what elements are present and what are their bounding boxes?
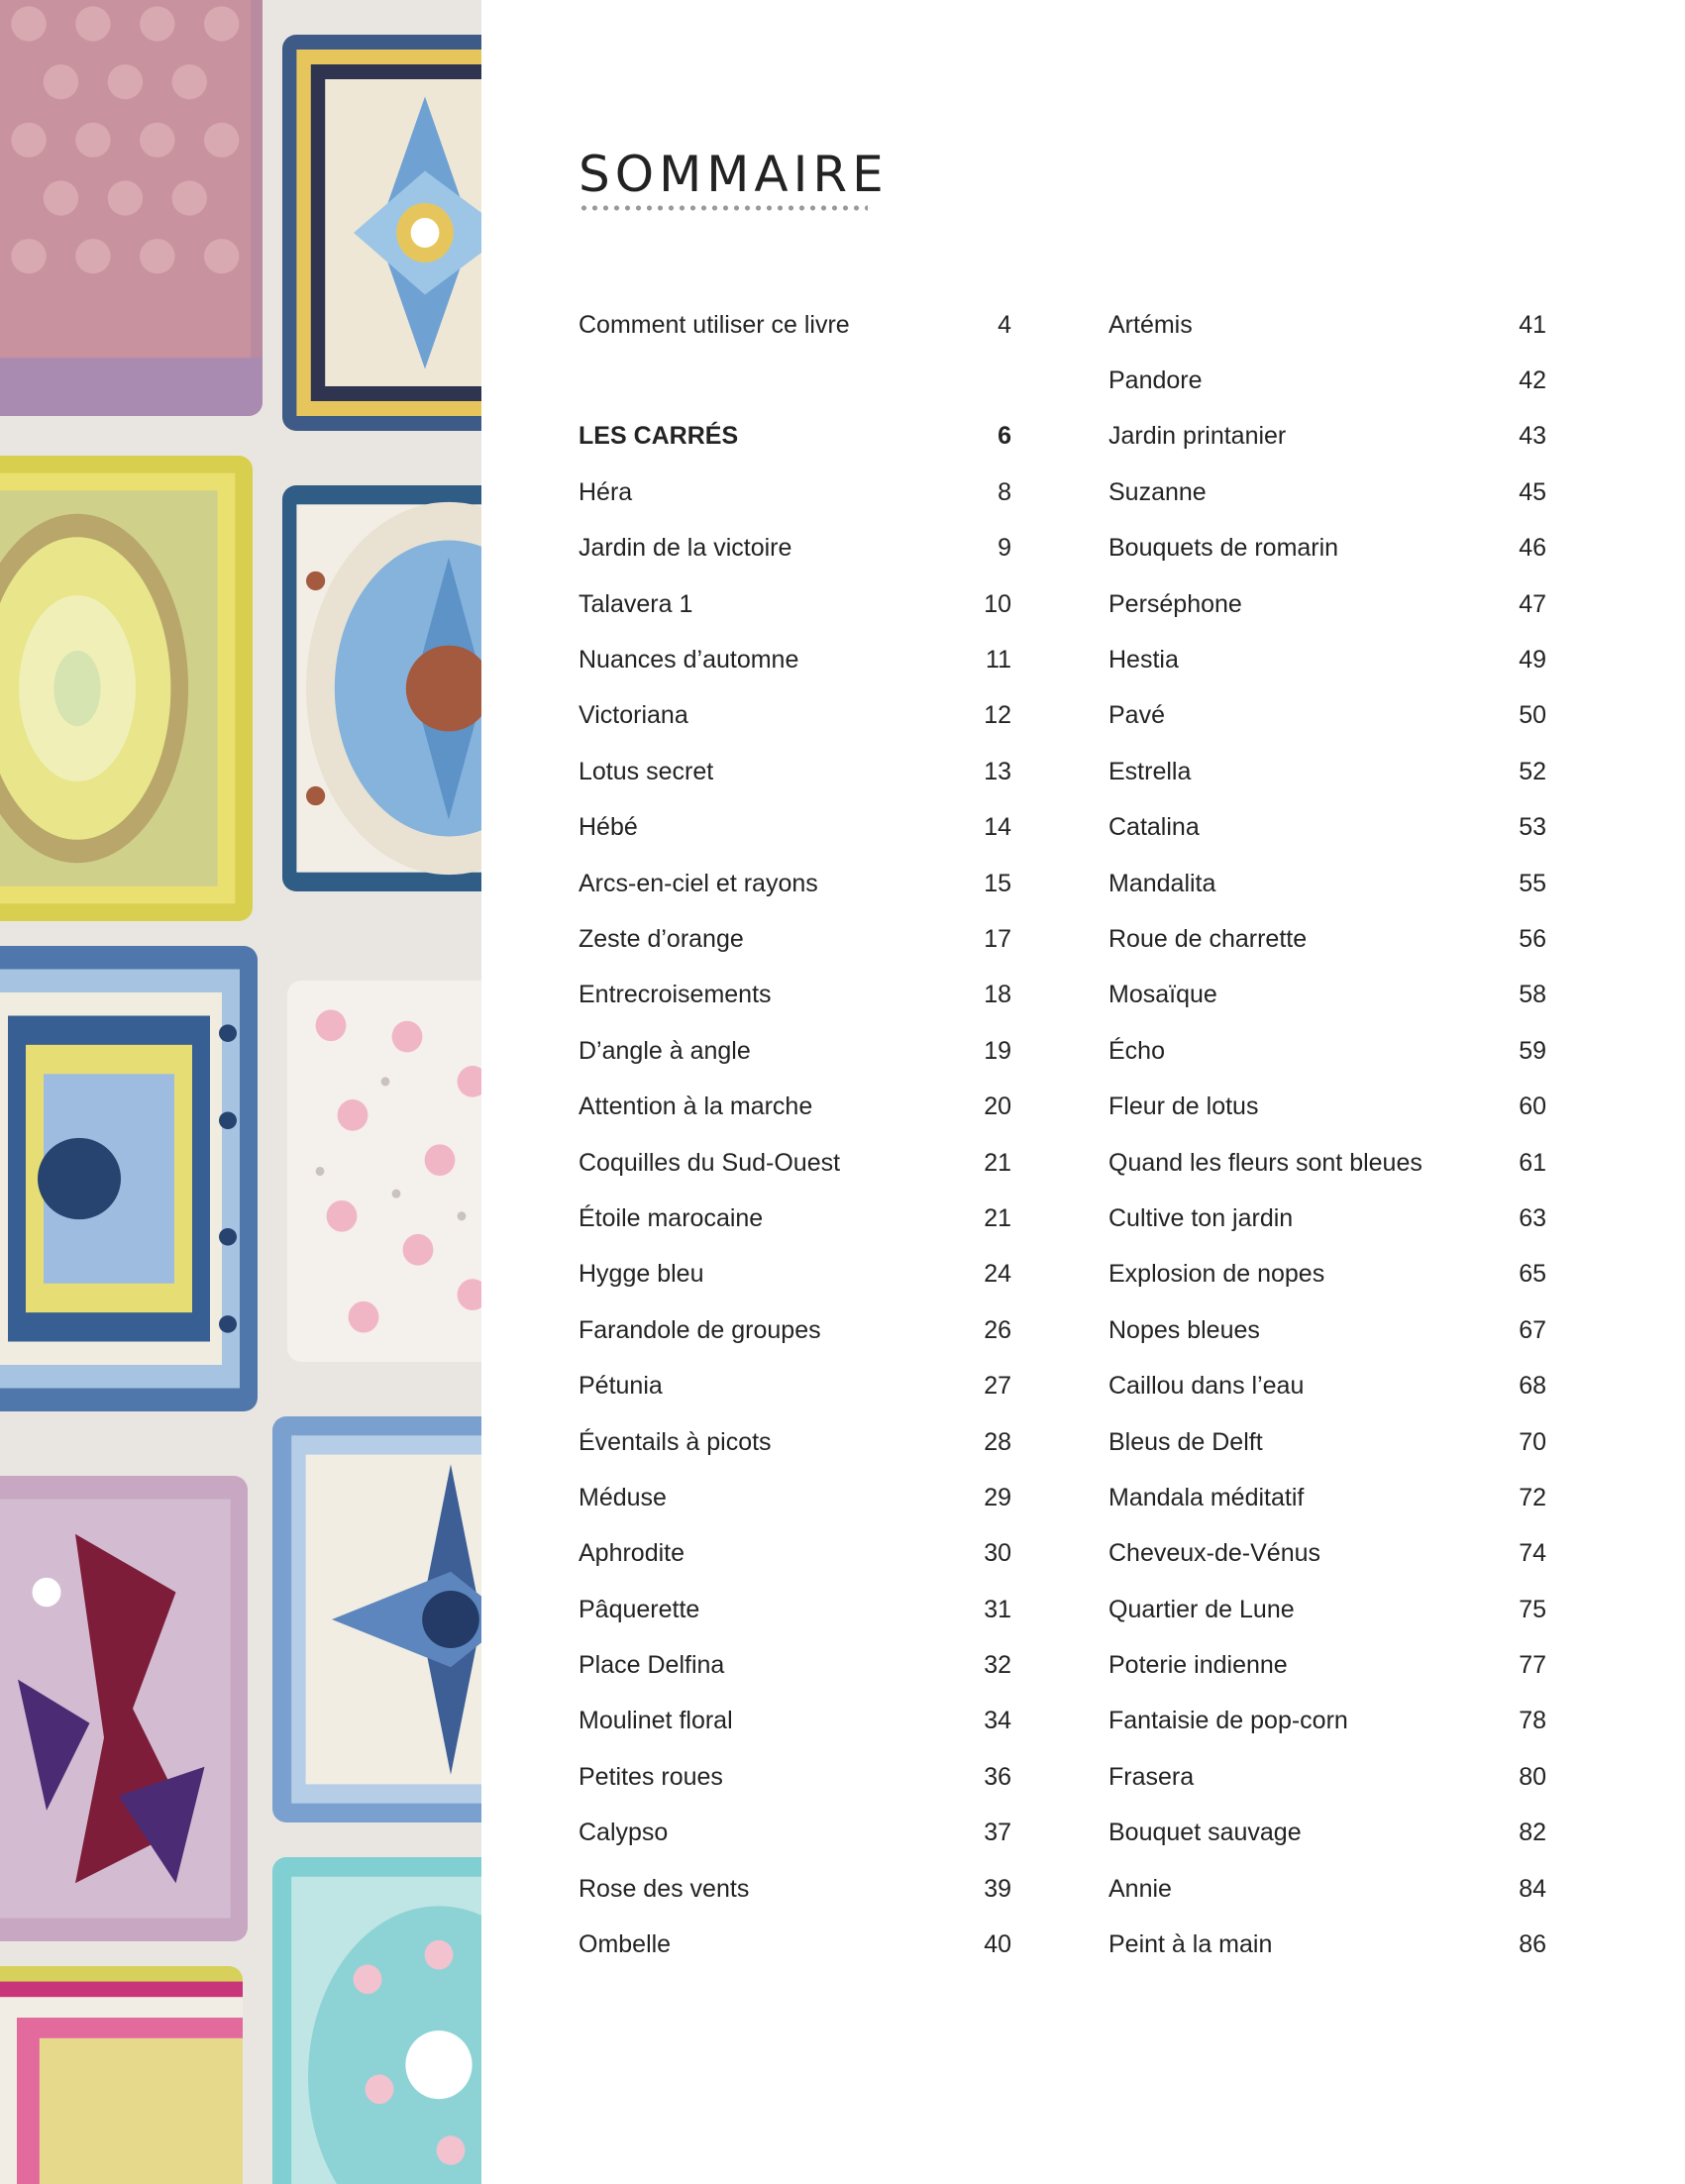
toc-entry[interactable] <box>579 1749 1011 1805</box>
toc-entry-label: Petites roues <box>579 1762 723 1791</box>
toc-entry[interactable] <box>1108 1302 1546 1358</box>
toc-entry[interactable] <box>579 856 1011 911</box>
toc-left-column <box>579 297 1011 1973</box>
toc-entry-label: Hébé <box>579 813 638 842</box>
toc-entry-page: 61 <box>1519 1148 1546 1177</box>
toc-entry-page: 46 <box>1519 534 1546 563</box>
pink-yellow-square <box>0 1966 243 2184</box>
toc-entry-label: Bleus de Delft <box>1108 1427 1263 1456</box>
toc-entry[interactable] <box>1108 632 1546 687</box>
toc-entry-label: Perséphone <box>1108 589 1242 618</box>
toc-entry[interactable] <box>1108 968 1546 1023</box>
toc-entry[interactable] <box>579 1247 1011 1302</box>
toc-entry-label: Cheveux-de-Vénus <box>1108 1539 1321 1568</box>
toc-entry[interactable] <box>1108 1023 1546 1079</box>
toc-entry-page: 15 <box>984 869 1011 897</box>
toc-entry-label: Roue de charrette <box>1108 924 1308 953</box>
toc-entry-label: Fantaisie de pop-corn <box>1108 1707 1348 1735</box>
toc-entry[interactable] <box>579 1470 1011 1525</box>
toc-entry-page: 4 <box>998 310 1011 339</box>
toc-entry[interactable] <box>1108 1135 1546 1191</box>
toc-entry-page: 41 <box>1519 310 1546 339</box>
toc-entry-label: Pâquerette <box>579 1595 700 1623</box>
toc-entry-label: Hygge bleu <box>579 1260 704 1289</box>
toc-entry-label: Talavera 1 <box>579 589 693 618</box>
toc-entry-page: 45 <box>1519 477 1546 506</box>
toc-entry[interactable] <box>1108 576 1546 632</box>
toc-entry-page: 36 <box>984 1762 1011 1791</box>
toc-entry[interactable] <box>1108 1247 1546 1302</box>
toc-entry-label: Éventails à picots <box>579 1427 772 1456</box>
toc-entry-page: 18 <box>984 981 1011 1009</box>
toc-entry-page: 24 <box>984 1260 1011 1289</box>
toc-entry-label: Fleur de lotus <box>1108 1092 1259 1121</box>
toc-entry-page: 77 <box>1519 1651 1546 1680</box>
title-dotted-underline <box>579 204 868 212</box>
toc-entry[interactable] <box>1108 911 1546 967</box>
toc-entry-page: 34 <box>984 1707 1011 1735</box>
toc-entry[interactable] <box>579 968 1011 1023</box>
toc-entry[interactable] <box>579 632 1011 687</box>
toc-entry[interactable] <box>1108 1917 1546 1972</box>
toc-entry-page: 86 <box>1519 1930 1546 1959</box>
toc-entry-label: Hestia <box>1108 646 1179 675</box>
toc-entry[interactable] <box>579 1358 1011 1413</box>
toc-entry[interactable] <box>579 297 1011 353</box>
toc-entry-label: Arcs-en-ciel et rayons <box>579 869 818 897</box>
blue-star-square <box>272 1416 481 1822</box>
toc-entry-page: 32 <box>984 1651 1011 1680</box>
toc-entry-label: Nopes bleues <box>1108 1315 1260 1344</box>
toc-entry-page: 82 <box>1519 1819 1546 1847</box>
toc-entry-label: Étoile marocaine <box>579 1203 764 1232</box>
toc-entry-label: Pavé <box>1108 701 1165 730</box>
toc-entry[interactable] <box>579 1861 1011 1917</box>
toc-entry[interactable] <box>579 1191 1011 1246</box>
toc-entry-page: 14 <box>984 813 1011 842</box>
toc-entry-page: 84 <box>1519 1874 1546 1903</box>
toc-entry-label: Aphrodite <box>579 1539 685 1568</box>
pink-bobble-square <box>0 0 263 416</box>
toc-entry-page: 39 <box>984 1874 1011 1903</box>
toc-entry-label: Victoriana <box>579 701 688 730</box>
toc-entry[interactable] <box>1108 688 1546 744</box>
toc-entry-page: 21 <box>984 1203 1011 1232</box>
toc-entry-page: 49 <box>1519 646 1546 675</box>
toc-entry[interactable] <box>579 1637 1011 1693</box>
toc-entry-label: D’angle à angle <box>579 1036 751 1065</box>
toc-entry-label: Rose des vents <box>579 1874 750 1903</box>
toc-entry[interactable] <box>579 1582 1011 1637</box>
toc-entry-label: Moulinet floral <box>579 1707 733 1735</box>
toc-entry-page: 52 <box>1519 757 1546 785</box>
toc-entry-label: Attention à la marche <box>579 1092 813 1121</box>
toc-entry[interactable] <box>1108 353 1546 408</box>
toc-entry[interactable] <box>1108 521 1546 576</box>
toc-entry-label: Jardin printanier <box>1108 422 1287 451</box>
toc-entry-page: 68 <box>1519 1372 1546 1401</box>
toc-entry-page: 12 <box>984 701 1011 730</box>
toc-entry-page: 26 <box>984 1315 1011 1344</box>
toc-entry-page: 80 <box>1519 1762 1546 1791</box>
toc-section-page: 6 <box>998 422 1011 451</box>
toc-entry-label: Bouquet sauvage <box>1108 1819 1302 1847</box>
toc-right-column <box>1108 297 1546 1973</box>
toc-entry[interactable] <box>579 911 1011 967</box>
toc-entry[interactable] <box>1108 800 1546 856</box>
toc-entry-page: 28 <box>984 1427 1011 1456</box>
toc-entry-page: 47 <box>1519 589 1546 618</box>
toc-entry-label: Frasera <box>1108 1762 1195 1791</box>
toc-entry-page: 11 <box>986 646 1011 675</box>
toc-entry[interactable] <box>579 1023 1011 1079</box>
toc-entry[interactable] <box>579 688 1011 744</box>
toc-entry-page: 10 <box>984 589 1011 618</box>
navy-mandala-square <box>282 35 481 431</box>
toc-entry[interactable] <box>1108 465 1546 520</box>
toc-entry[interactable] <box>579 1302 1011 1358</box>
toc-entry-label: Quand les fleurs sont bleues <box>1108 1148 1422 1177</box>
toc-entry[interactable] <box>1108 1694 1546 1749</box>
toc-entry-page: 42 <box>1519 366 1546 395</box>
toc-entry[interactable] <box>1108 1806 1546 1861</box>
toc-entry-page: 21 <box>984 1148 1011 1177</box>
toc-entry[interactable] <box>1108 1749 1546 1805</box>
toc-entry[interactable] <box>579 576 1011 632</box>
toc-entry-page: 17 <box>984 924 1011 953</box>
toc-entry-page: 37 <box>984 1819 1011 1847</box>
toc-entry[interactable] <box>1108 1861 1546 1917</box>
page-title: SOMMAIRE <box>579 146 889 203</box>
toc-entry-label: Écho <box>1108 1036 1165 1065</box>
purple-pattern-square <box>0 1476 248 1941</box>
toc-entry-page: 13 <box>984 757 1011 785</box>
toc-entry-label: Farandole de groupes <box>579 1315 821 1344</box>
toc-entry[interactable] <box>1108 297 1546 353</box>
toc-entry-page: 27 <box>984 1372 1011 1401</box>
toc-entry-label: Jardin de la victoire <box>579 534 792 563</box>
toc-entry-label: Catalina <box>1108 813 1200 842</box>
toc-entry[interactable] <box>1108 409 1546 465</box>
toc-entry-label: Mandala méditatif <box>1108 1483 1305 1511</box>
toc-entry[interactable] <box>1108 856 1546 911</box>
toc-entry-label: Zeste d’orange <box>579 924 744 953</box>
toc-entry[interactable] <box>579 1806 1011 1861</box>
toc-entry[interactable] <box>1108 1414 1546 1470</box>
toc-entry-page: 29 <box>984 1483 1011 1511</box>
toc-entry-label: Place Delfina <box>579 1651 725 1680</box>
toc-entry-label: Coquilles du Sud-Ouest <box>579 1148 841 1177</box>
toc-entry-label: Entrecroisements <box>579 981 772 1009</box>
toc-entry-page: 67 <box>1519 1315 1546 1344</box>
toc-section-heading[interactable] <box>579 409 1011 465</box>
toc-entry-label: Quartier de Lune <box>1108 1595 1295 1623</box>
toc-entry-page: 78 <box>1519 1707 1546 1735</box>
toc-entry-label: Lotus secret <box>579 757 714 785</box>
toc-entry-label: Héra <box>579 477 633 506</box>
toc-entry-page: 56 <box>1519 924 1546 953</box>
toc-entry-label: Mandalita <box>1108 869 1216 897</box>
toc-entry[interactable] <box>1108 1191 1546 1246</box>
toc-entry-page: 65 <box>1519 1260 1546 1289</box>
toc-entry-label: Pétunia <box>579 1372 663 1401</box>
blue-flower-square <box>282 485 481 891</box>
toc-entry[interactable] <box>1108 744 1546 799</box>
toc-entry[interactable] <box>579 465 1011 520</box>
toc-entry-label: Annie <box>1108 1874 1172 1903</box>
white-pink-bobble-square <box>287 981 481 1362</box>
toc-entry-page: 63 <box>1519 1203 1546 1232</box>
toc-entry-label: Ombelle <box>579 1930 672 1959</box>
toc-entry[interactable] <box>1108 1637 1546 1693</box>
toc-entry-page: 40 <box>984 1930 1011 1959</box>
toc-entry-page: 55 <box>1519 869 1546 897</box>
turquoise-square <box>272 1857 481 2184</box>
toc-entry-page: 50 <box>1519 701 1546 730</box>
toc-entry-label: Estrella <box>1108 757 1192 785</box>
toc-entry-label: Suzanne <box>1108 477 1207 506</box>
toc-entry-label: Pandore <box>1108 366 1203 395</box>
toc-entry-label: Calypso <box>579 1819 669 1847</box>
toc-entry-label: Mosaïque <box>1108 981 1217 1009</box>
toc-section-label: LES CARRÉS <box>579 422 739 451</box>
toc-entry-page: 59 <box>1519 1036 1546 1065</box>
toc-entry[interactable] <box>1108 1079 1546 1134</box>
toc-entry-label: Nuances d’automne <box>579 646 799 675</box>
toc-entry-label: Artémis <box>1108 310 1193 339</box>
toc-entry-page: 20 <box>984 1092 1011 1121</box>
toc-entry-label: Cultive ton jardin <box>1108 1203 1294 1232</box>
toc-entry[interactable] <box>579 1079 1011 1134</box>
toc-entry-label: Poterie indienne <box>1108 1651 1288 1680</box>
toc-entry[interactable] <box>579 800 1011 856</box>
toc-entry-page: 60 <box>1519 1092 1546 1121</box>
toc-entry[interactable] <box>1108 1526 1546 1582</box>
toc-entry[interactable] <box>579 1917 1011 1972</box>
toc-entry[interactable] <box>579 1694 1011 1749</box>
toc-entry-page: 75 <box>1519 1595 1546 1623</box>
toc-entry-label: Explosion de nopes <box>1108 1260 1325 1289</box>
toc-entry[interactable] <box>1108 1582 1546 1637</box>
toc-entry-page: 58 <box>1519 981 1546 1009</box>
toc-entry[interactable] <box>579 1135 1011 1191</box>
toc-entry[interactable] <box>1108 1470 1546 1525</box>
toc-entry-page: 9 <box>998 534 1011 563</box>
toc-entry-label: Caillou dans l’eau <box>1108 1372 1305 1401</box>
toc-entry-label: Bouquets de romarin <box>1108 534 1339 563</box>
toc-entry[interactable] <box>579 521 1011 576</box>
yellow-circle-square <box>0 456 253 921</box>
blue-geometric-square <box>0 946 258 1411</box>
toc-entry[interactable] <box>1108 1358 1546 1413</box>
toc-entry-page: 72 <box>1519 1483 1546 1511</box>
toc-entry-page: 74 <box>1519 1539 1546 1568</box>
toc-entry-page: 31 <box>984 1595 1011 1623</box>
toc-entry[interactable] <box>579 1414 1011 1470</box>
toc-entry-label: Peint à la main <box>1108 1930 1273 1959</box>
toc-entry-label: Méduse <box>579 1483 667 1511</box>
toc-entry[interactable] <box>579 744 1011 799</box>
toc-entry[interactable] <box>579 1526 1011 1582</box>
toc-entry-page: 53 <box>1519 813 1546 842</box>
toc-entry-page: 30 <box>984 1539 1011 1568</box>
toc-entry-page: 8 <box>998 477 1011 506</box>
crochet-squares-photo <box>0 0 481 2184</box>
toc-entry-label: Comment utiliser ce livre <box>579 310 850 339</box>
toc-entry-page: 43 <box>1519 422 1546 451</box>
toc-entry-page: 70 <box>1519 1427 1546 1456</box>
toc-entry-page: 19 <box>984 1036 1011 1065</box>
